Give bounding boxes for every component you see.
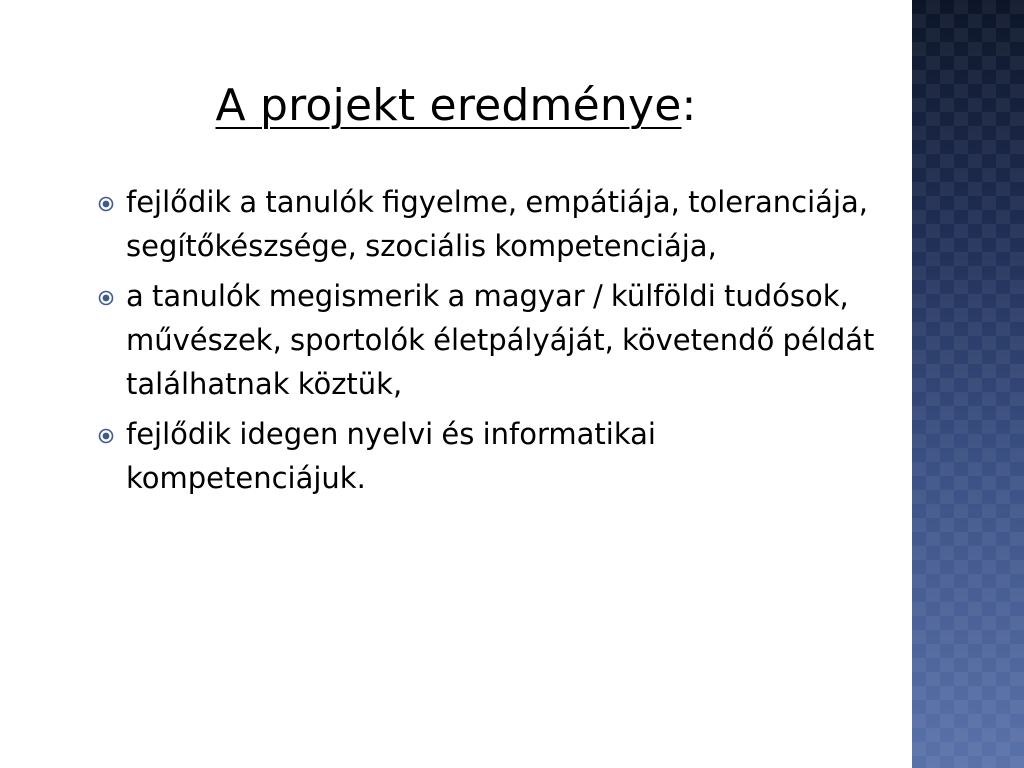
slide-title-colon: : bbox=[681, 80, 697, 131]
circled-dot-icon bbox=[98, 290, 114, 306]
decorative-side-panel bbox=[912, 0, 1024, 768]
bullet-text: fejlődik a tanulók figyelme, empátiája, toleranciája, segítőkészsége, szociális kompetenciája, bbox=[126, 185, 868, 263]
circled-dot-icon bbox=[98, 196, 114, 212]
bullet-item bbox=[96, 412, 886, 500]
bullet-text: fejlődik idegen nyelvi és informatikai kompetenciájuk. bbox=[126, 417, 656, 495]
bullet-item bbox=[96, 180, 886, 268]
circled-dot-icon bbox=[98, 428, 114, 444]
slide-title bbox=[0, 78, 912, 134]
slide-title-text: A projekt eredménye bbox=[215, 80, 682, 131]
bullet-item bbox=[96, 274, 886, 406]
bullet-list bbox=[96, 180, 886, 506]
bullet-text: a tanulók megismerik a magyar / külföldi tudósok, művészek, sportolók életpályáját, követendő példát találhatnak köztük, bbox=[126, 279, 875, 401]
